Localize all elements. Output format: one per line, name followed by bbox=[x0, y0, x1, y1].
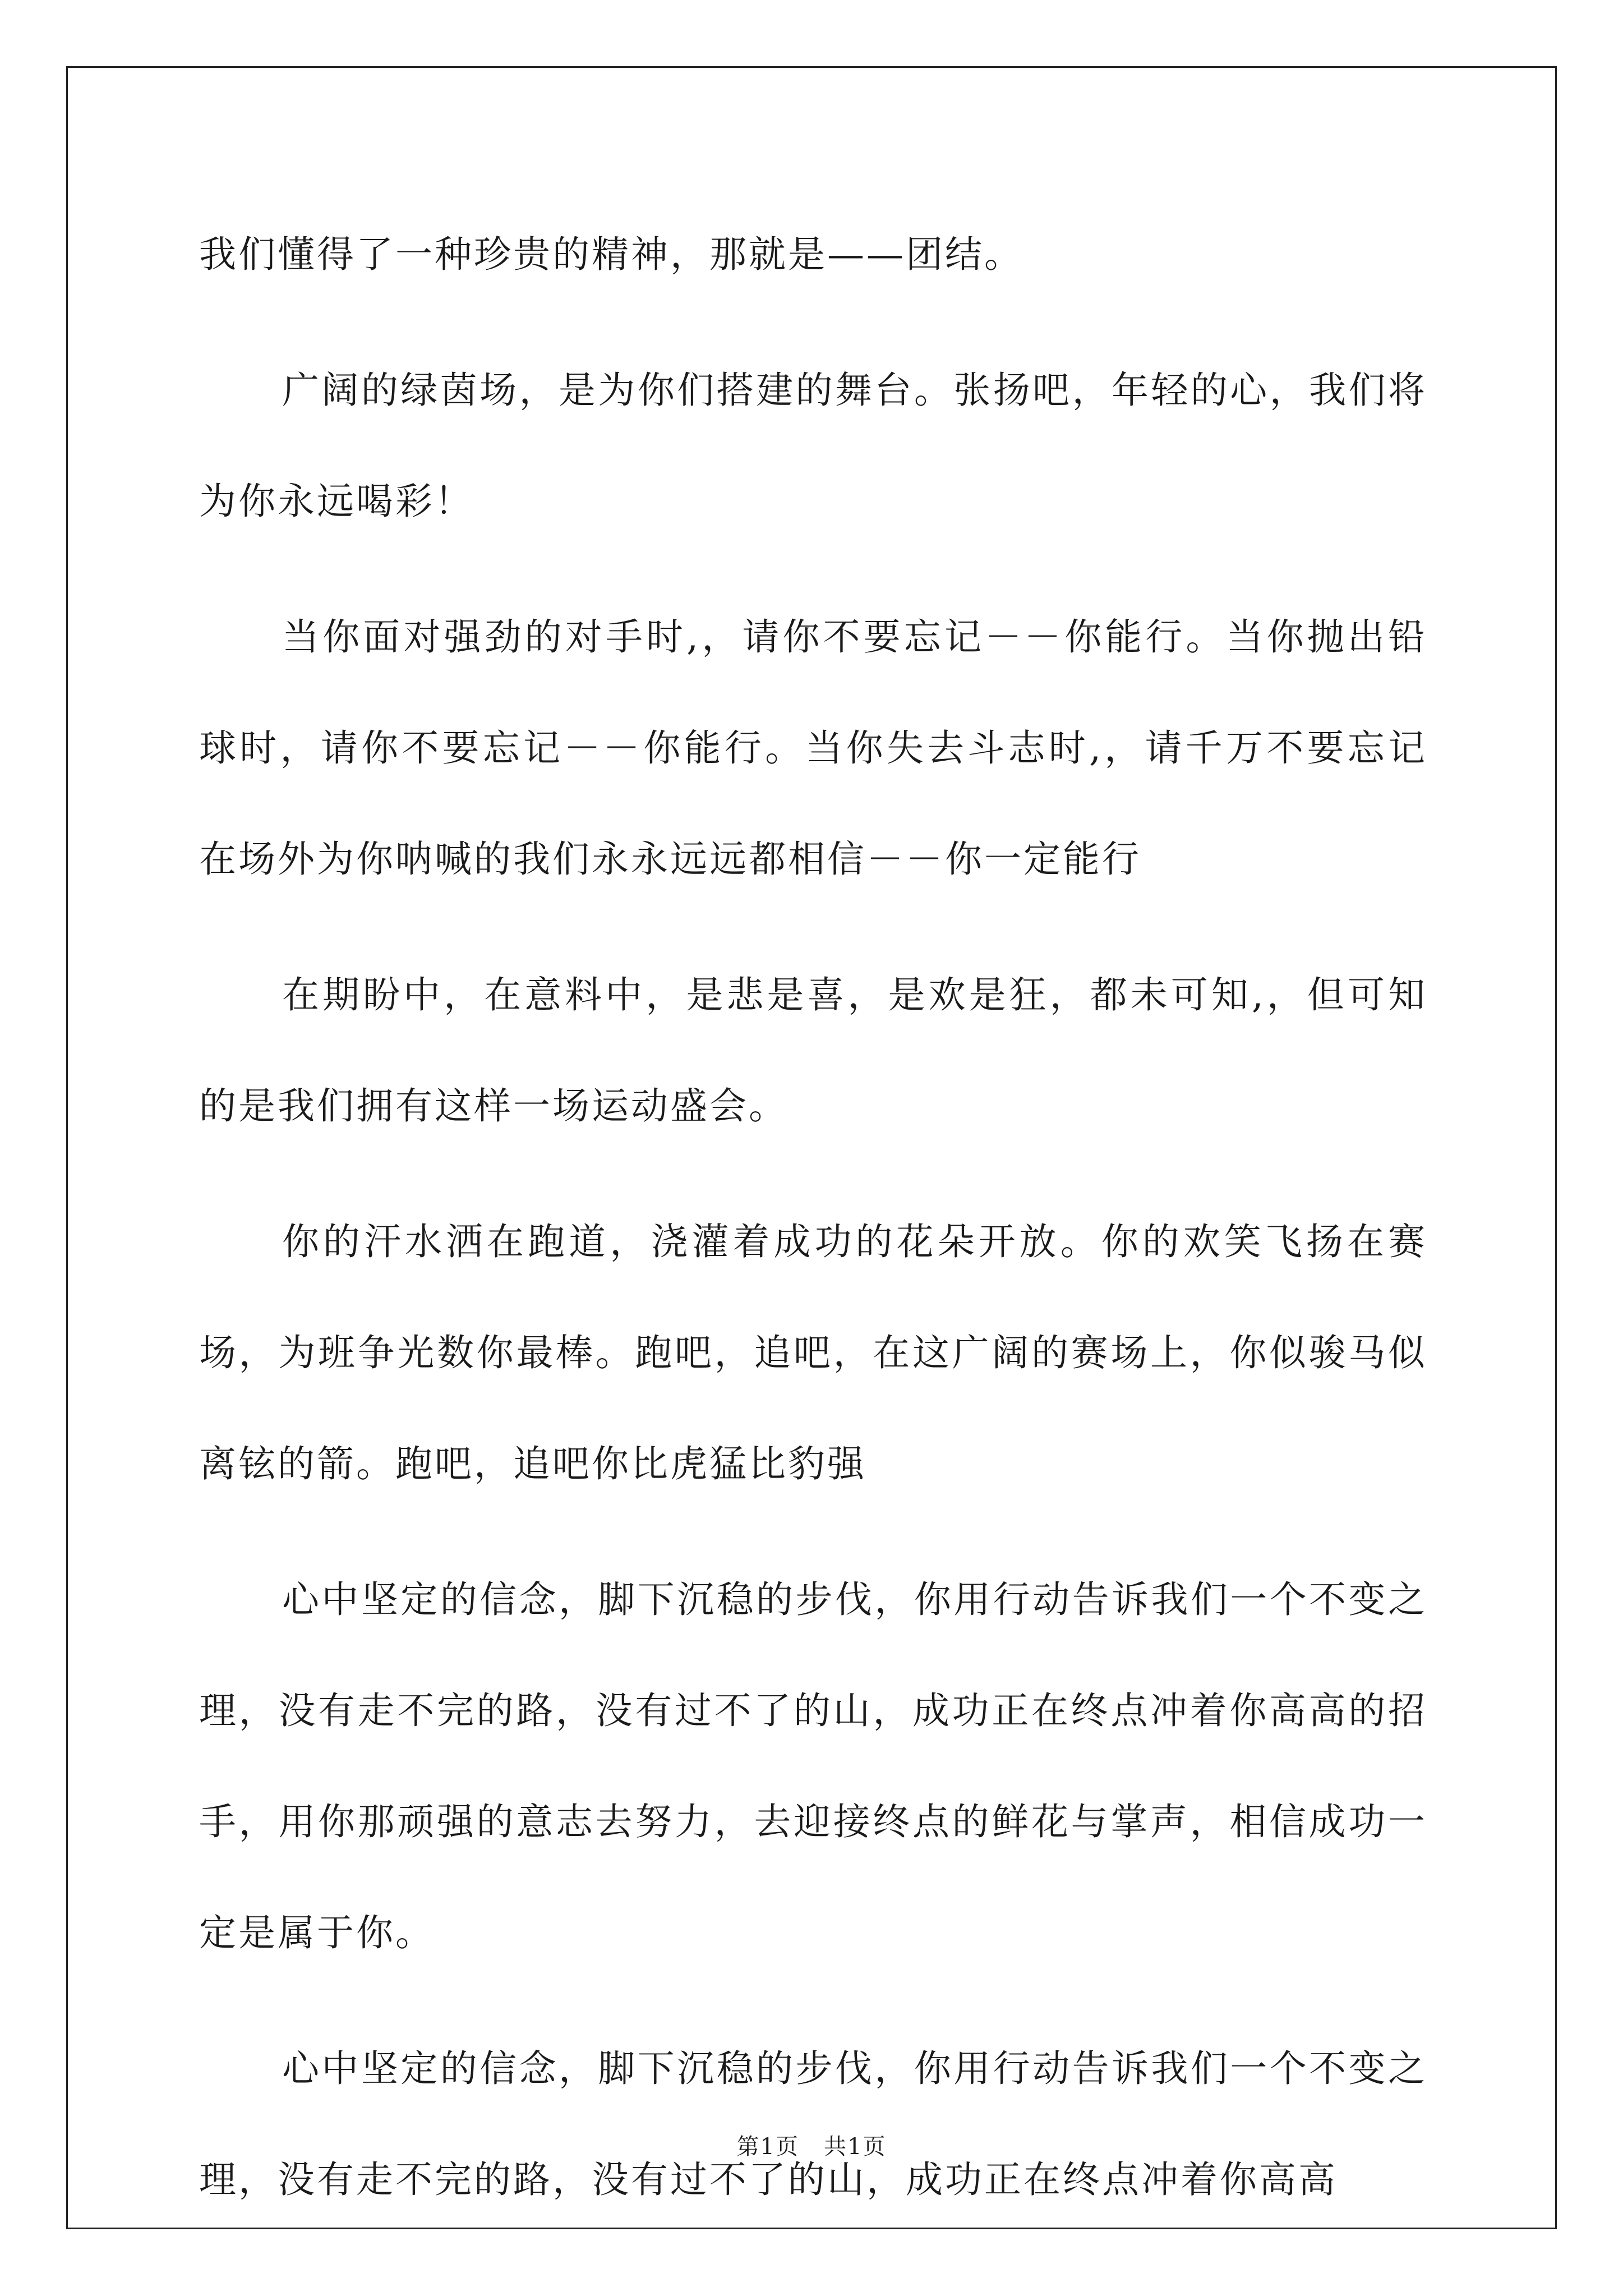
page-number: 第1页 bbox=[736, 2134, 799, 2160]
document-body bbox=[199, 199, 1427, 2260]
paragraph: 广阔的绿茵场，是为你们搭建的舞台。张扬吧，年轻的心，我们将为你永远喝彩！ bbox=[199, 369, 1427, 523]
paragraph: 当你面对强劲的对手时,，请你不要忘记－－你能行。当你抛出铅球时，请你不要忘记－－你能行。当你失去斗志时,，请千万不要忘记在场外为你呐喊的我们永永远远都相信－－你一定能行 bbox=[199, 615, 1427, 881]
paragraph: 在期盼中，在意料中，是悲是喜，是欢是狂，都未可知,，但可知的是我们拥有这样一场运动盛会。 bbox=[199, 973, 1427, 1128]
paragraph: 心中坚定的信念，脚下沉稳的步伐，你用行动告诉我们一个不变之理，没有走不完的路，没有过不了的山，成功正在终点冲着你高高 bbox=[199, 2047, 1427, 2201]
paragraph: 你的汗水洒在跑道，浇灌着成功的花朵开放。你的欢笑飞扬在赛场，为班争光数你最棒。跑吧，追吧，在这广阔的赛场上，你似骏马似离铉的箭。跑吧，追吧你比虎猛比豹强 bbox=[199, 1220, 1427, 1485]
paragraph: 心中坚定的信念，脚下沉稳的步伐，你用行动告诉我们一个不变之理，没有走不完的路，没有过不了的山，成功正在终点冲着你高高的招手，用你那顽强的意志去努力，去迎接终点的鲜花与掌声，相信成功一定是属于你。 bbox=[199, 1578, 1427, 1954]
page-footer bbox=[0, 2129, 1623, 2161]
paragraph: 我们懂得了一种珍贵的精神，那就是——团结。 bbox=[199, 233, 1023, 276]
page-total: 共1页 bbox=[824, 2134, 887, 2160]
